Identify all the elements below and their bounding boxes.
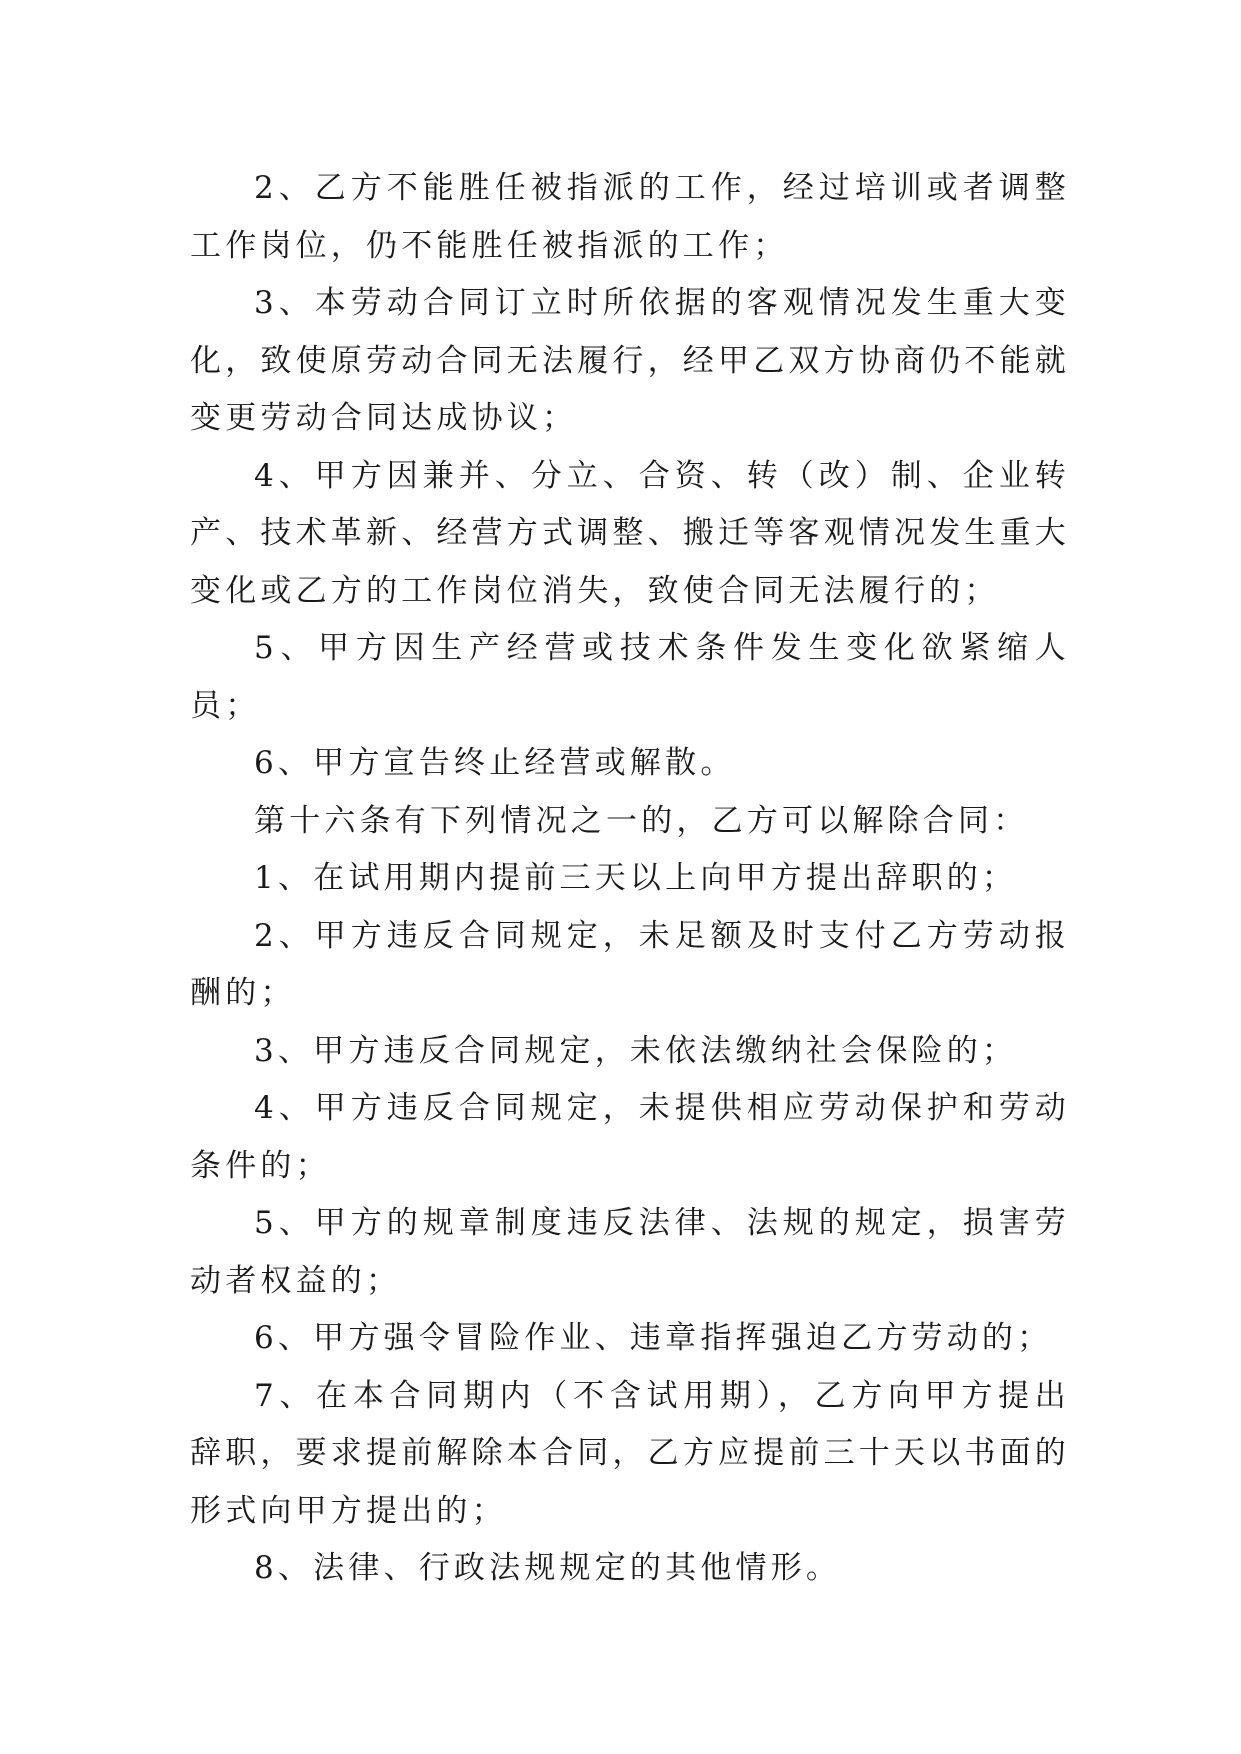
paragraph: 6、甲方强令冒险作业、违章指挥强迫乙方劳动的；: [254, 1320, 1053, 1356]
paragraph: 7、在本合同期内（不含试用期），乙方向甲方提出辞职，要求提前解除本合同，乙方应提前三十天以书面的形式向甲方提出的；: [190, 1377, 1070, 1529]
paragraph: 6、甲方宣告终止经营或解散。: [254, 745, 736, 781]
document-body: [190, 160, 1070, 1598]
paragraph: 3、本劳动合同订立时所依据的客观情况发生重大变化，致使原劳动合同无法履行，经甲乙双方协商仍不能就变更劳动合同达成协议；: [190, 285, 1070, 436]
paragraph: 1、在试用期内提前三天以上向甲方提出辞职的；: [254, 860, 1018, 896]
section-heading: 第十六条有下列情况之一的，乙方可以解除合同：: [254, 802, 1029, 839]
paragraph: 2、乙方不能胜任被指派的工作，经过培训或者调整工作岗位，仍不能胜任被指派的工作；: [190, 170, 1070, 264]
paragraph: 5、甲方的规章制度违反法律、法规的规定，损害劳动者权益的；: [190, 1205, 1070, 1299]
paragraph: 5、甲方因生产经营或技术条件发生变化欲紧缩人员；: [190, 630, 1070, 724]
paragraph: 4、甲方因兼并、分立、合资、转（改）制、企业转产、技术革新、经营方式调整、搬迁等客观情况发生重大变化或乙方的工作岗位消失，致使合同无法履行的；: [190, 457, 1070, 609]
paragraph: 2、甲方违反合同规定，未足额及时支付乙方劳动报酬的；: [190, 917, 1070, 1011]
paragraph: 8、法律、行政法规规定的其他情形。: [254, 1550, 842, 1586]
paragraph: 3、甲方违反合同规定，未依法缴纳社会保险的；: [254, 1032, 1018, 1069]
paragraph: 4、甲方违反合同规定，未提供相应劳动保护和劳动条件的；: [190, 1090, 1070, 1184]
